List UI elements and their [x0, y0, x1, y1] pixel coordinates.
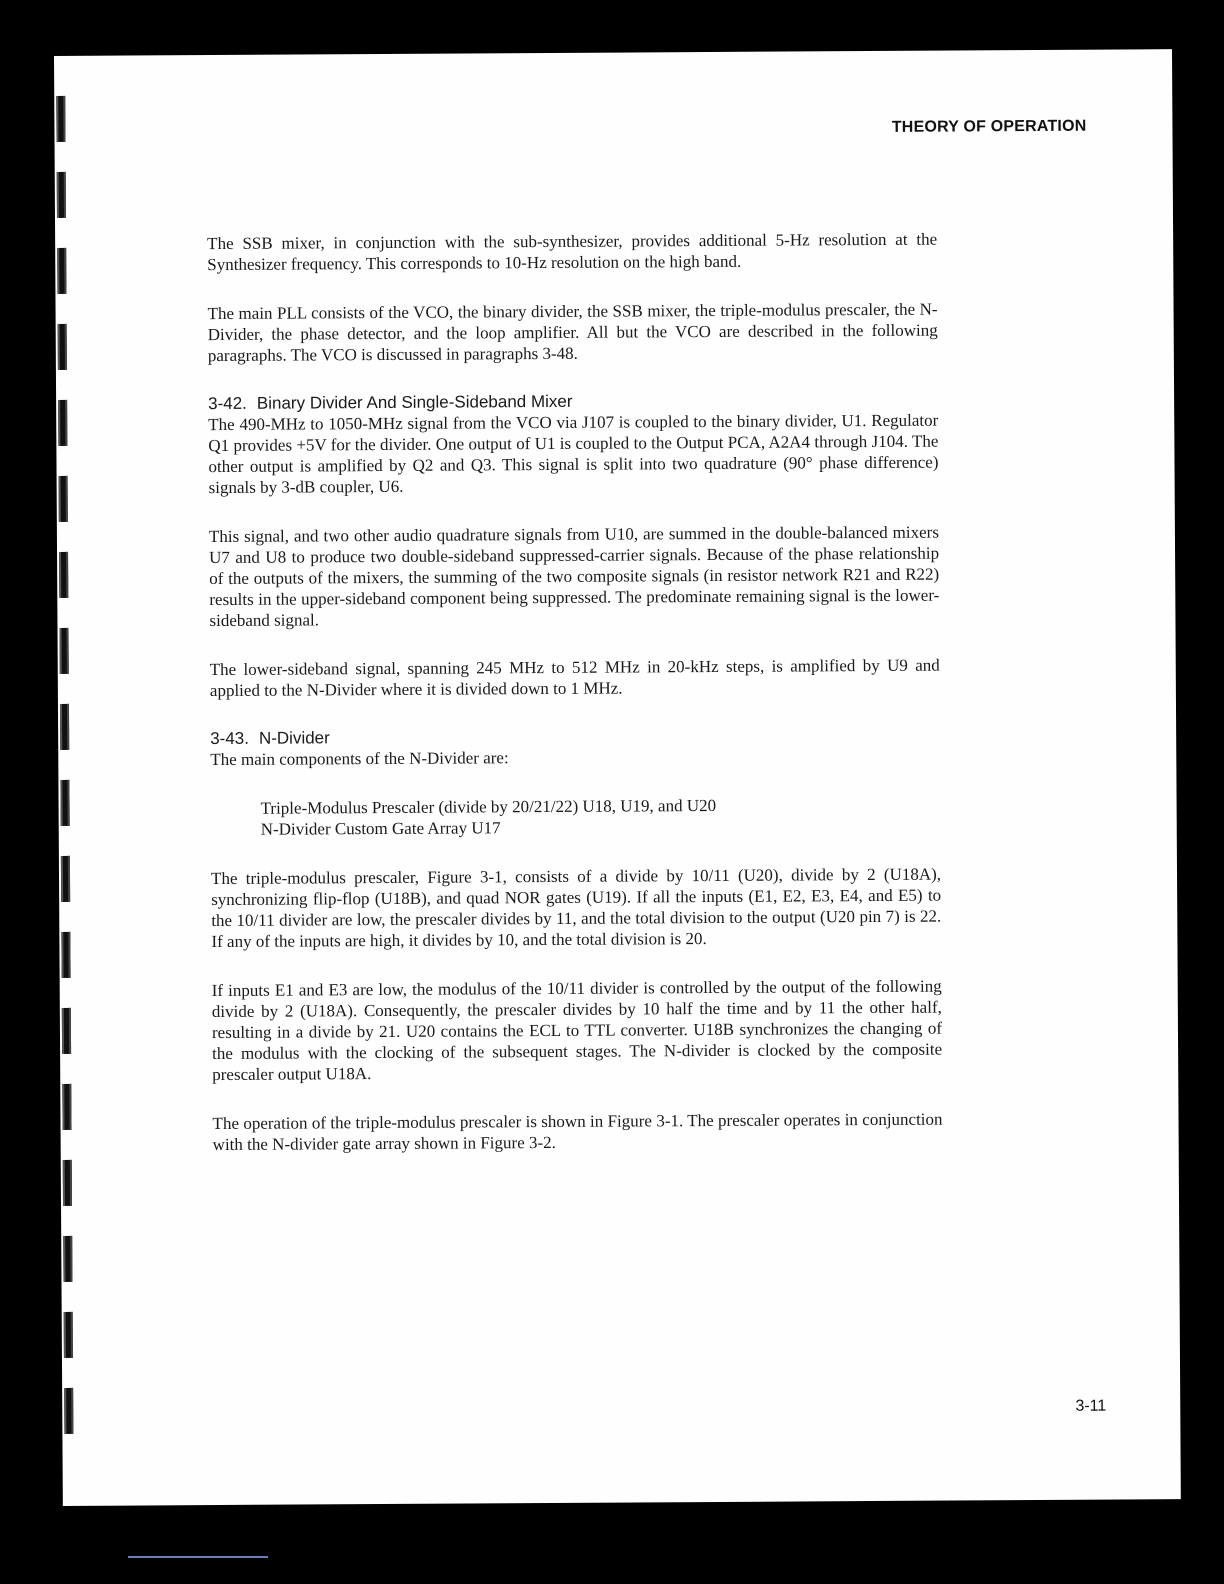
paragraph: The main PLL consists of the VCO, the binary divider, the SSB mixer, the triple-modulus prescaler, the N-Divider, the phase detector, and the loop amplifier. All but the VCO are described in the following paragraphs. The VCO is discussed in paragraphs 3-48.: [207, 299, 938, 366]
binding-hole: [59, 628, 68, 674]
binding-hole: [62, 1008, 71, 1054]
binding-hole: [58, 400, 67, 446]
section-header: THEORY OF OPERATION: [891, 117, 1087, 136]
binding-hole: [64, 1312, 73, 1358]
paragraph: The lower-sideband signal, spanning 245 MHz to 512 MHz in 20-kHz steps, is amplified by U9 and applied to the N-Divider where it is divided down to 1 MHz.: [209, 655, 940, 701]
section-title: N-Divider: [258, 728, 330, 748]
body-content: [207, 229, 943, 1183]
binding-hole: [59, 552, 68, 598]
paragraph: This signal, and two other audio quadrature signals from U10, are summed in the double-balanced mixers U7 and U8 to produce two double-sideband suppressed-carrier signals. Because of the phase relationship of the outputs of the mixers, the summing of the two composite signals (in resistor network R21 and R22) results in the upper-sideband component being suppressed. The predominate remaining signal is the lower-sideband signal.: [208, 522, 940, 631]
binding-hole: [57, 248, 66, 294]
binding-hole: [58, 324, 67, 370]
section-number: 3-43.: [210, 728, 249, 749]
binding-hole: [61, 856, 70, 902]
scan-edge-line: [128, 1556, 268, 1558]
binding-hole: [63, 1160, 72, 1206]
paragraph: The SSB mixer, in conjunction with the sub-synthesizer, provides additional 5-Hz resolution at the Synthesizer frequency. This corresponds to 10-Hz resolution on the high band.: [207, 229, 938, 275]
paragraph: The operation of the triple-modulus prescaler is shown in Figure 3-1. The prescaler operates in conjunction with the N-divider gate array shown in Figure 3-2.: [212, 1109, 943, 1155]
paragraph: If inputs E1 and E3 are low, the modulus of the 10/11 divider is controlled by the output of the following divide by 2 (U18A). Consequently, the prescaler divides by 10 half the time and by 11 the other half, resulting in a divide by 21. U20 contains the ECL to TTL converter. U18B synchronizes the changing of the modulus with the clocking of the subsequent stages. The N-divider is clocked by the composite prescaler output U18A.: [211, 976, 943, 1085]
paragraph: The triple-modulus prescaler, Figure 3-1, consists of a divide by 10/11 (U20), divide by 2 (U18A), synchronizing flip-flop (U18B), and quad NOR gates (U19). If all the inputs (E1, E2, E3, E4, and E5) to the 10/11 divider are low, the prescaler divides by 11, and the total division to the output (U20 pin 7) is 22. If any of the inputs are high, it divides by 10, and the total division is 20.: [210, 864, 942, 952]
component-list: [261, 794, 941, 840]
list-item: N-Divider Custom Gate Array U17: [260, 818, 501, 839]
list-item: Triple-Modulus Prescaler (divide by 20/21/22) U18, U19, and U20: [260, 795, 717, 818]
binding-hole: [56, 96, 65, 142]
paragraph: The 490-MHz to 1050-MHz signal from the VCO via J107 is coupled to the binary divider, U1. Regulator Q1 provides +5V for the divider. One output of U1 is coupled to the Output PCA, A2A4 through J104. The other output is amplified by Q2 and Q3. This signal is split into two quadrature (90° phase difference) signals by 3-dB coupler, U6.: [208, 410, 939, 498]
binding-hole: [61, 932, 70, 978]
page-number: 3-11: [1075, 1397, 1107, 1415]
binding-hole: [57, 172, 66, 218]
section-number: 3-42.: [208, 393, 247, 414]
paragraph: The main components of the N-Divider are:: [210, 748, 509, 770]
binding-hole: [59, 476, 68, 522]
binding-hole: [64, 1388, 73, 1434]
binding-hole: [63, 1236, 72, 1282]
binding-hole: [62, 1084, 71, 1130]
binding-hole: [60, 704, 69, 750]
document-page: [54, 49, 1181, 1506]
section-title: Binary Divider And Single-Sideband Mixer: [256, 391, 573, 413]
binding-hole: [60, 780, 69, 826]
